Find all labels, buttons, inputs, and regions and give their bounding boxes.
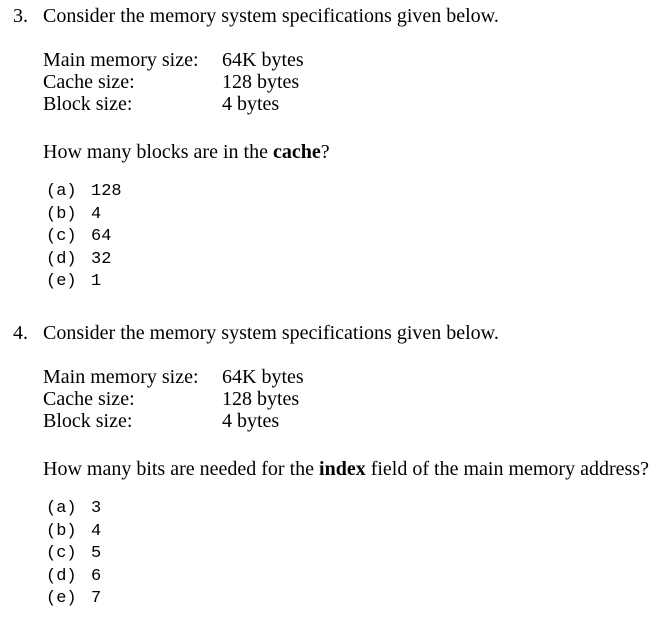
- question-4: [0, 320, 672, 611]
- option-letter: (b): [46, 204, 77, 224]
- question-intro: Consider the memory system specifications given below.: [43, 322, 499, 344]
- option-a: [46, 498, 672, 521]
- spec-label: Main memory size:: [43, 49, 199, 71]
- option-value: 4: [91, 521, 102, 541]
- option-value: 4: [91, 204, 102, 224]
- option-e: [46, 271, 672, 294]
- option-value: 1: [91, 272, 102, 292]
- option-b: [46, 521, 672, 544]
- option-e: [46, 588, 672, 611]
- spec-row-cache: [43, 71, 672, 93]
- option-letter: (a): [46, 499, 77, 518]
- question-header: [0, 3, 672, 29]
- spec-label: Main memory size:: [43, 366, 199, 388]
- spec-list: [43, 49, 672, 115]
- spec-row-block: [43, 93, 672, 115]
- option-letter: (d): [46, 249, 77, 269]
- question-intro: Consider the memory system specifications given below.: [43, 5, 499, 27]
- option-value: 5: [91, 544, 102, 564]
- option-letter: (b): [46, 521, 77, 541]
- option-letter: (e): [46, 272, 77, 292]
- spec-value: 4 bytes: [222, 93, 280, 115]
- option-value: 128: [91, 182, 122, 201]
- option-letter: (c): [46, 544, 77, 564]
- option-d: [46, 249, 672, 272]
- spec-label: Cache size:: [43, 71, 135, 93]
- spec-row-main-memory: [43, 366, 672, 388]
- spec-row-cache: [43, 388, 672, 410]
- option-value: 3: [91, 499, 102, 518]
- question-header: [0, 320, 672, 346]
- prompt-text-before: How many bits are needed for the: [43, 458, 320, 480]
- option-value: 64: [91, 227, 112, 247]
- option-letter: (d): [46, 566, 77, 586]
- question-3: [0, 3, 672, 294]
- spec-label: Cache size:: [43, 388, 135, 410]
- option-value: 6: [91, 566, 102, 586]
- spec-value: 128 bytes: [222, 71, 300, 93]
- option-c: [46, 226, 672, 249]
- prompt-text-after: ?: [320, 141, 330, 163]
- question-number: 4.: [13, 322, 28, 344]
- answer-options: [46, 181, 672, 294]
- option-d: [46, 566, 672, 589]
- prompt-keyword: index: [319, 458, 366, 480]
- spec-value: 4 bytes: [222, 410, 280, 432]
- question-prompt: [43, 456, 672, 482]
- question-number: 3.: [13, 5, 28, 27]
- spec-label: Block size:: [43, 93, 133, 115]
- spec-value: 64K bytes: [222, 366, 304, 388]
- option-a: [46, 181, 672, 204]
- option-letter: (e): [46, 589, 77, 609]
- spec-value: 64K bytes: [222, 49, 304, 71]
- spec-label: Block size:: [43, 410, 133, 432]
- prompt-text-after: field of the main memory address?: [365, 458, 649, 480]
- option-value: 32: [91, 249, 112, 269]
- spec-list: [43, 366, 672, 432]
- prompt-keyword: cache: [272, 141, 321, 163]
- option-b: [46, 204, 672, 227]
- spec-row-block: [43, 410, 672, 432]
- option-letter: (a): [46, 182, 77, 201]
- spec-value: 128 bytes: [222, 388, 300, 410]
- spec-row-main-memory: [43, 49, 672, 71]
- option-letter: (c): [46, 227, 77, 247]
- answer-options: [46, 498, 672, 611]
- prompt-text-before: How many blocks are in the: [43, 141, 273, 163]
- question-prompt: [43, 139, 672, 165]
- option-c: [46, 543, 672, 566]
- option-value: 7: [91, 589, 102, 609]
